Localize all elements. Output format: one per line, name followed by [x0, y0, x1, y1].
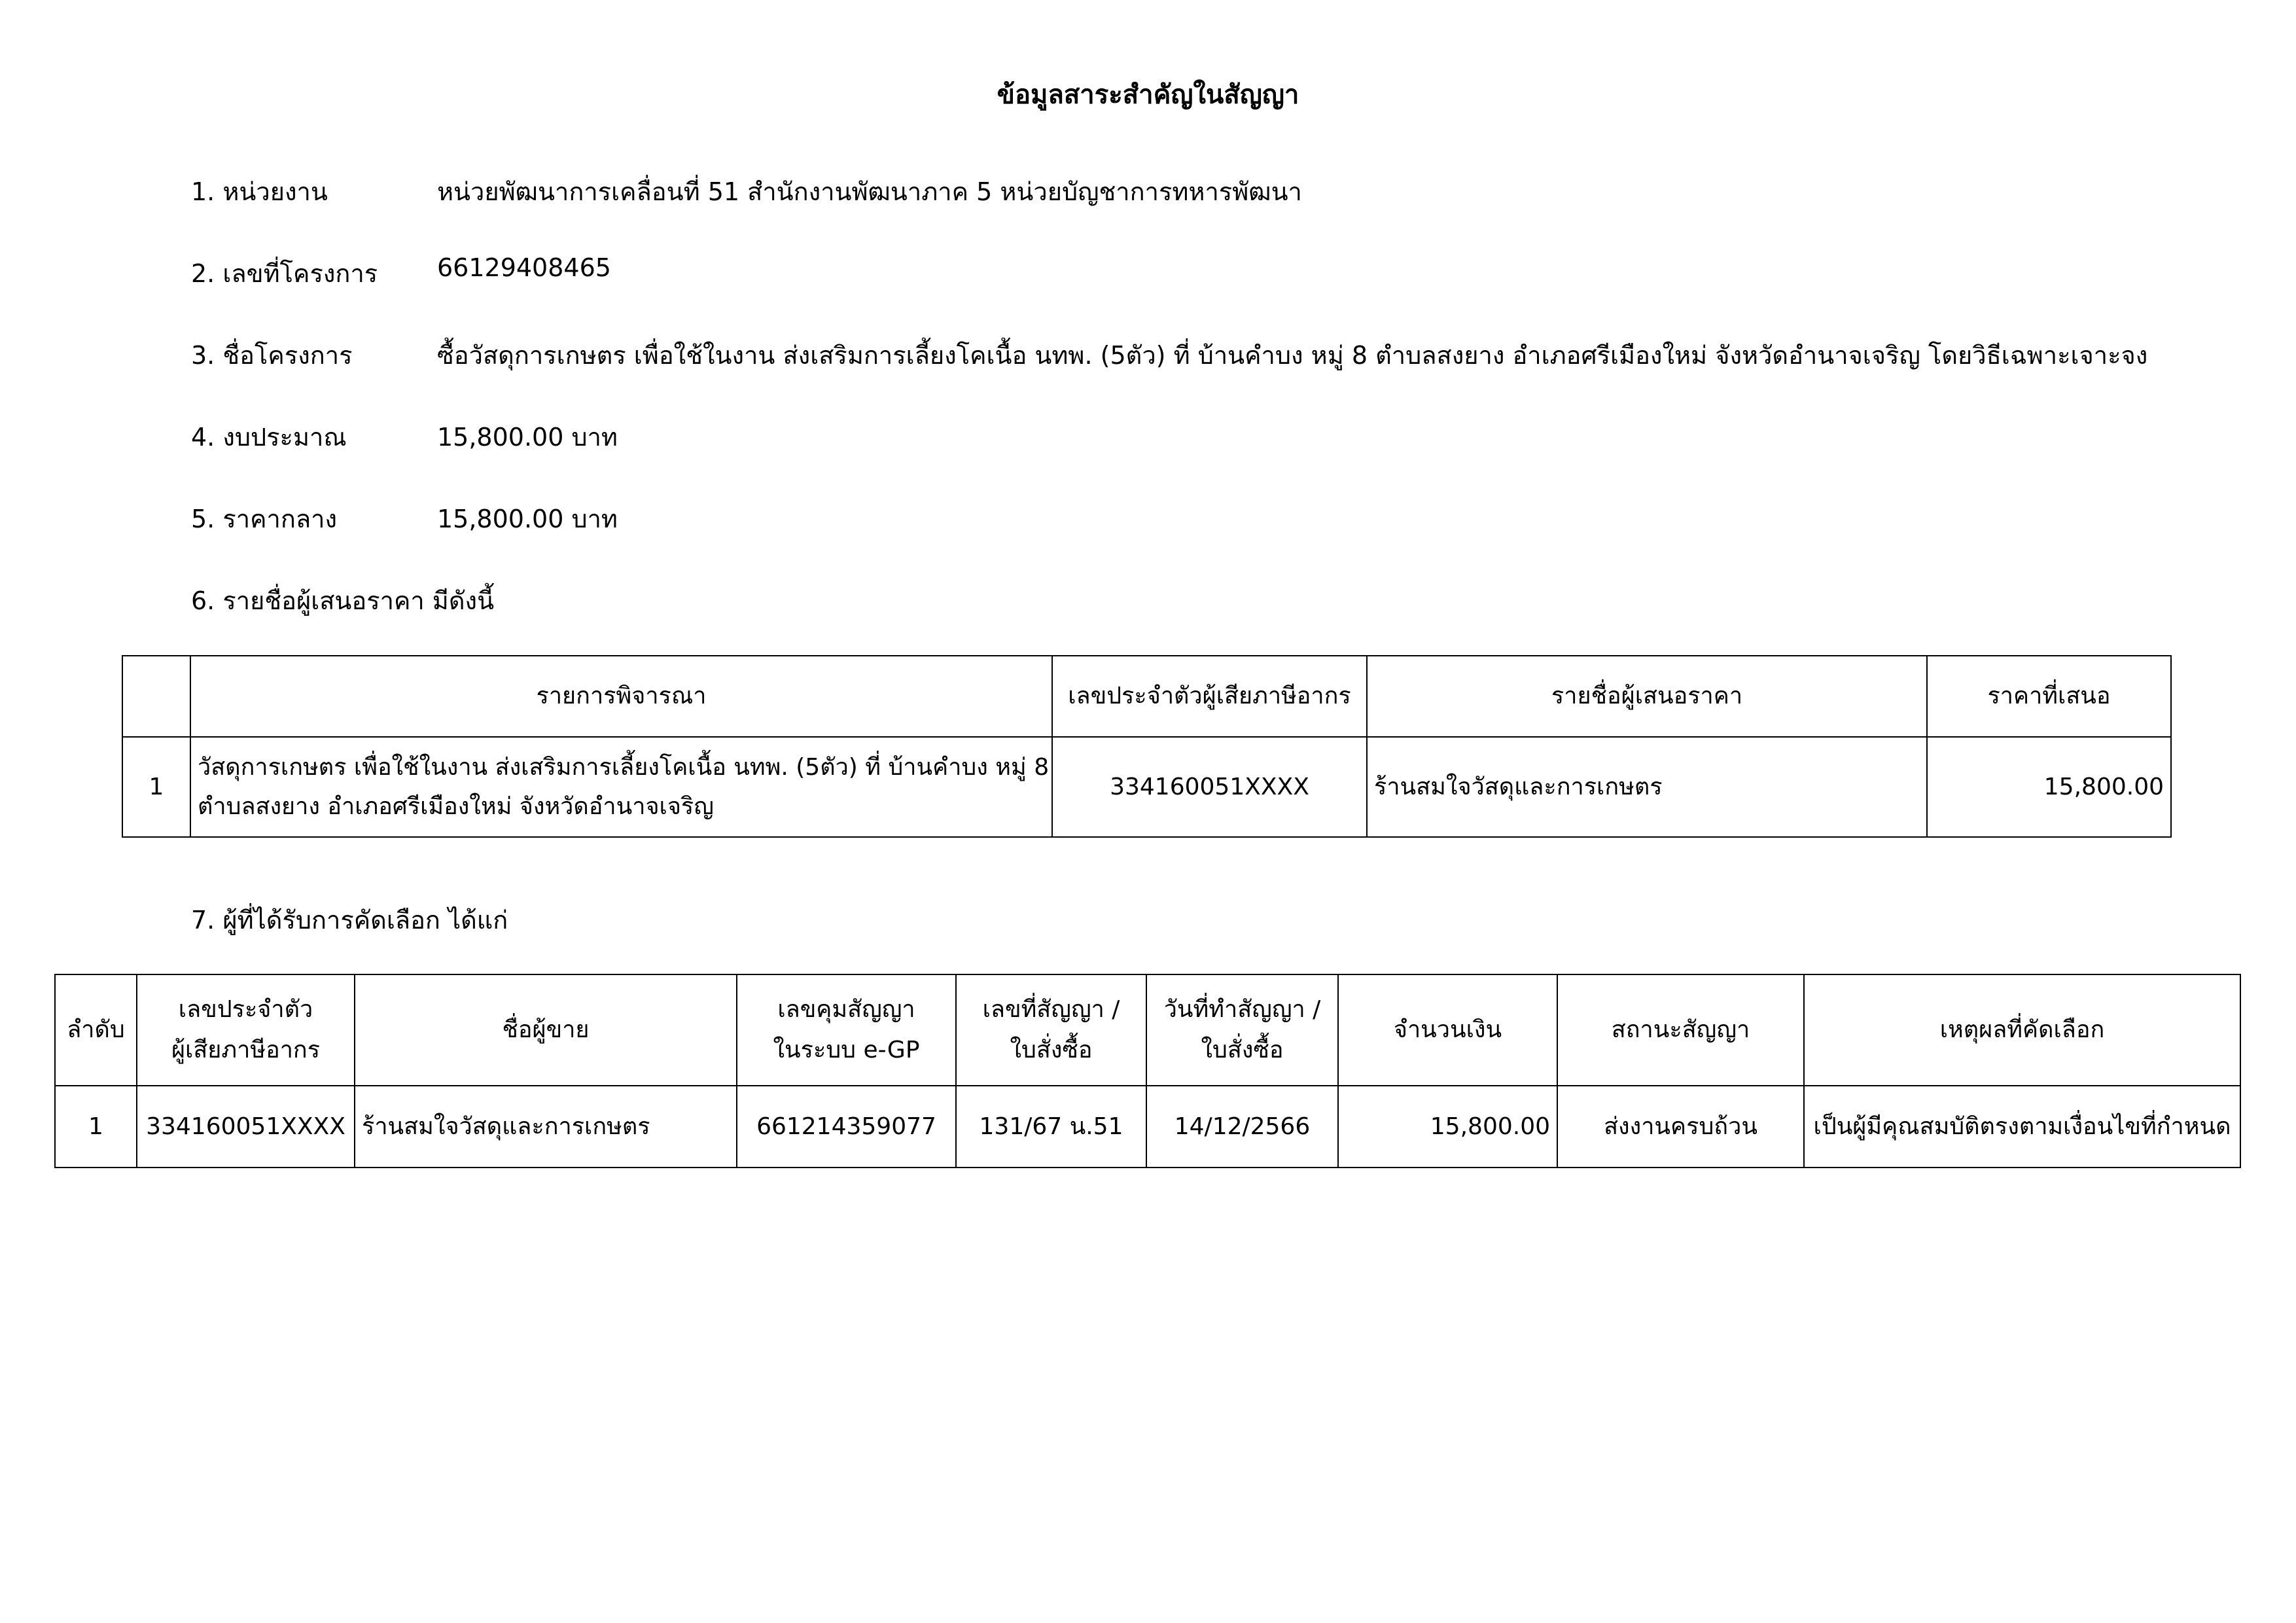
winner-seller-cell: ร้านสมใจวัสดุและการเกษตร [355, 1086, 737, 1168]
bidders-table-header-row [122, 656, 2171, 737]
winners-header-contract-no-line-1: เลขที่สัญญา / [982, 996, 1120, 1023]
bidder-tax-id-cell: 334160051XXXX [1052, 737, 1367, 837]
winners-header-status: สถานะสัญญา [1557, 974, 1804, 1086]
bidders-header-price: ราคาที่เสนอ [1927, 656, 2171, 737]
winners-header-date-line-1: วันที่ทำสัญญา / [1163, 996, 1321, 1023]
field-agency-label: 1. หน่วยงาน [191, 177, 328, 206]
winners-header-contract-no-line-2: ใบสั่งซื้อ [1010, 1037, 1093, 1063]
bidder-item-cell [190, 737, 1052, 837]
bidder-no-cell: 1 [122, 737, 190, 837]
winners-header-tax-id-line-2: ผู้เสียภาษีอากร [171, 1037, 321, 1063]
field-agency-value: หน่วยพัฒนาการเคลื่อนที่ 51 สำนักงานพัฒนาภาค 5 หน่วยบัญชาการทหารพัฒนา [437, 177, 1302, 206]
winner-no-cell: 1 [55, 1086, 137, 1168]
bidders-header-tax-id: เลขประจำตัวผู้เสียภาษีอากร [1052, 656, 1367, 737]
bidders-header-item: รายการพิจารณา [190, 656, 1052, 737]
winners-header-reason: เหตุผลที่คัดเลือก [1804, 974, 2240, 1086]
winners-header-control-line-1: เลขคุมสัญญา [777, 996, 915, 1023]
winners-header-tax-id-line-1: เลขประจำตัว [178, 996, 313, 1023]
bidders-table [122, 655, 2172, 838]
winners-header-control-line-2: ในระบบ e-GP [773, 1037, 920, 1063]
winners-header-tax-id [137, 974, 355, 1086]
field-project-name-value: ซื้อวัสดุการเกษตร เพื่อใช้ในงาน ส่งเสริมการเลี้ยงโคเนื้อ นทพ. (5ตัว) ที่ บ้านคำบง หมู่ 8 ตำบลสงยาง อำเภอศรีเมืองใหม่ จังหวัดอำนาจเจริญ โดยวิธีเฉพาะเจาะจง [437, 341, 2148, 370]
winner-status-cell: ส่งงานครบถ้วน [1557, 1086, 1804, 1168]
field-median-price-label: 5. ราคากลาง [191, 505, 338, 533]
winners-header-seller: ชื่อผู้ขาย [355, 974, 737, 1086]
winners-header-date-line-2: ใบสั่งซื้อ [1201, 1037, 1284, 1063]
winners-header-control [737, 974, 956, 1086]
field-median-price-value: 15,800.00 บาท [437, 505, 618, 533]
bidder-name-cell: ร้านสมใจวัสดุและการเกษตร [1367, 737, 1927, 837]
winners-header-amount: จำนวนเงิน [1338, 974, 1557, 1086]
winner-reason-cell: เป็นผู้มีคุณสมบัติตรงตามเงื่อนไขที่กำหนด [1804, 1086, 2240, 1168]
winner-control-cell: 661214359077 [737, 1086, 956, 1168]
table-row [122, 737, 2171, 837]
bidders-header-bidder: รายชื่อผู้เสนอราคา [1367, 656, 1927, 737]
winner-amount-cell: 15,800.00 [1338, 1086, 1557, 1168]
bidders-heading: 6. รายชื่อผู้เสนอราคา มีดังนี้ [191, 586, 495, 615]
winners-table-header-row [55, 974, 2240, 1086]
winners-header-no: ลำดับ [55, 974, 137, 1086]
winner-date-cell: 14/12/2566 [1146, 1086, 1338, 1168]
bidder-price-cell: 15,800.00 [1927, 737, 2171, 837]
winners-table [54, 974, 2241, 1168]
winner-contract-no-cell: 131/67 น.51 [956, 1086, 1146, 1168]
bidder-item-line-2: ตำบลสงยาง อำเภอศรีเมืองใหม่ จังหวัดอำนาจเจริญ [198, 793, 714, 820]
document-title: ข้อมูลสาระสำคัญในสัญญา [997, 80, 1299, 110]
field-budget-value: 15,800.00 บาท [437, 423, 618, 452]
winners-header-date [1146, 974, 1338, 1086]
field-project-number-value: 66129408465 [437, 253, 611, 282]
field-budget-label: 4. งบประมาณ [191, 423, 347, 452]
bidder-item-line-1: วัสดุการเกษตร เพื่อใช้ในงาน ส่งเสริมการเลี้ยงโคเนื้อ นทพ. (5ตัว) ที่ บ้านคำบง หมู่ 8 [198, 753, 1050, 781]
field-project-name-label: 3. ชื่อโครงการ [191, 341, 353, 370]
winner-tax-id-cell: 334160051XXXX [137, 1086, 355, 1168]
field-project-number-label: 2. เลขที่โครงการ [191, 259, 378, 288]
bidders-header-no [122, 656, 190, 737]
winners-header-contract-no [956, 974, 1146, 1086]
table-row [55, 1086, 2240, 1168]
winners-heading: 7. ผู้ที่ได้รับการคัดเลือก ได้แก่ [191, 906, 508, 935]
